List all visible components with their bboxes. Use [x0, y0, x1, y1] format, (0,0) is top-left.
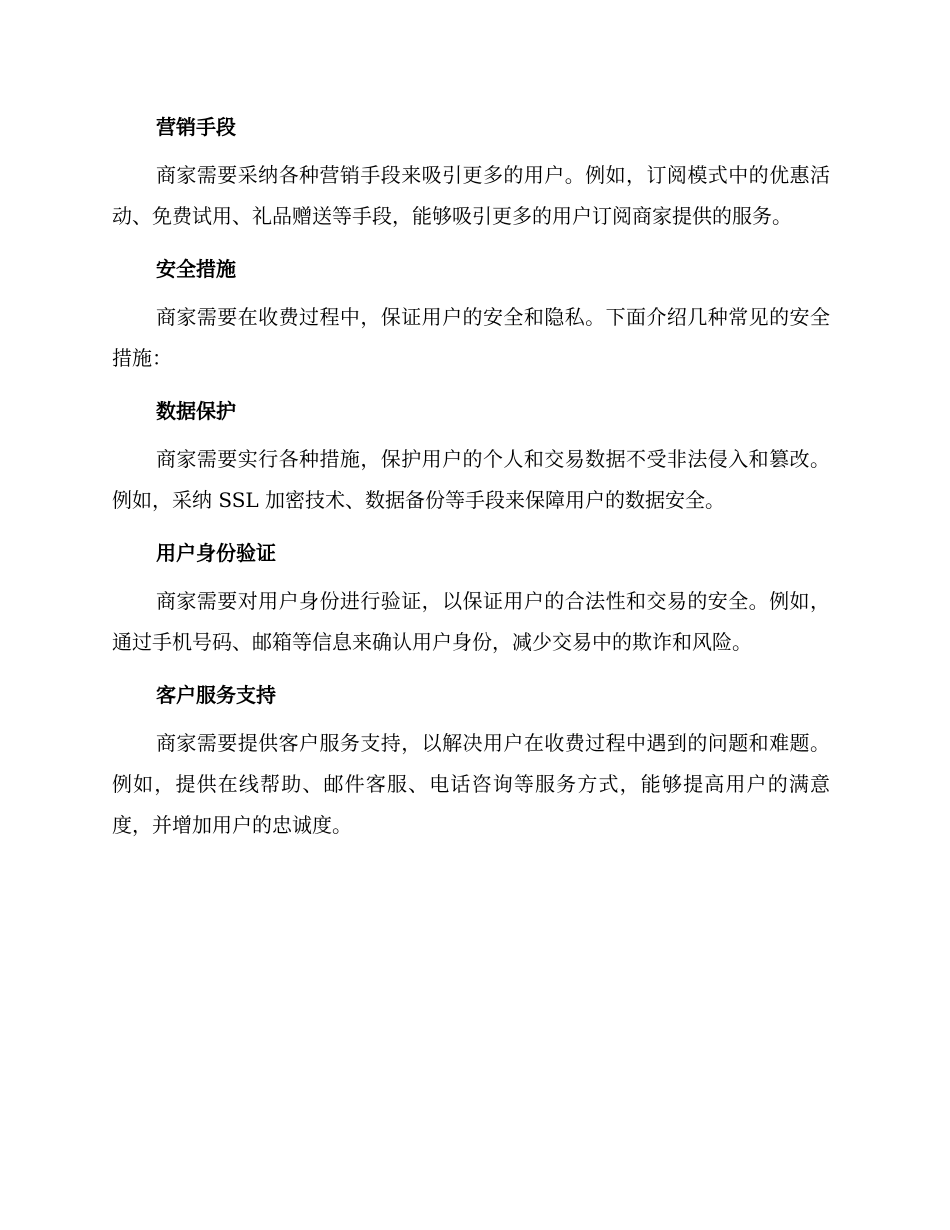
section-heading-security: 安全措施: [156, 257, 236, 281]
section-body-security: 商家需要在收费过程中，保证用户的安全和隐私。下面介绍几种常见的安全措施：: [112, 305, 830, 370]
section-heading-identity-verification: 用户身份验证: [156, 541, 276, 565]
section-heading-data-protection: 数据保护: [156, 399, 236, 423]
section-body-data-protection: 商家需要实行各种措施，保护用户的个人和交易数据不受非法侵入和篡改。例如，采纳 SSL 加密技术、数据备份等手段来保障用户的数据安全。: [112, 447, 830, 512]
section-heading-customer-support: 客户服务支持: [156, 683, 276, 707]
section-body-customer-support: 商家需要提供客户服务支持，以解决用户在收费过程中遇到的问题和难题。例如，提供在线帮助、邮件客服、电话咨询等服务方式，能够提高用户的满意度，并增加用户的忠诚度。: [112, 731, 830, 837]
section-body-identity-verification: 商家需要对用户身份进行验证，以保证用户的合法性和交易的安全。例如，通过手机号码、邮箱等信息来确认用户身份，减少交易中的欺诈和风险。: [112, 589, 830, 654]
section-body-marketing: 商家需要采纳各种营销手段来吸引更多的用户。例如，订阅模式中的优惠活动、免费试用、礼品赠送等手段，能够吸引更多的用户订阅商家提供的服务。: [112, 163, 830, 228]
section-heading-marketing: 营销手段: [156, 115, 236, 139]
document-page: [112, 109, 830, 860]
